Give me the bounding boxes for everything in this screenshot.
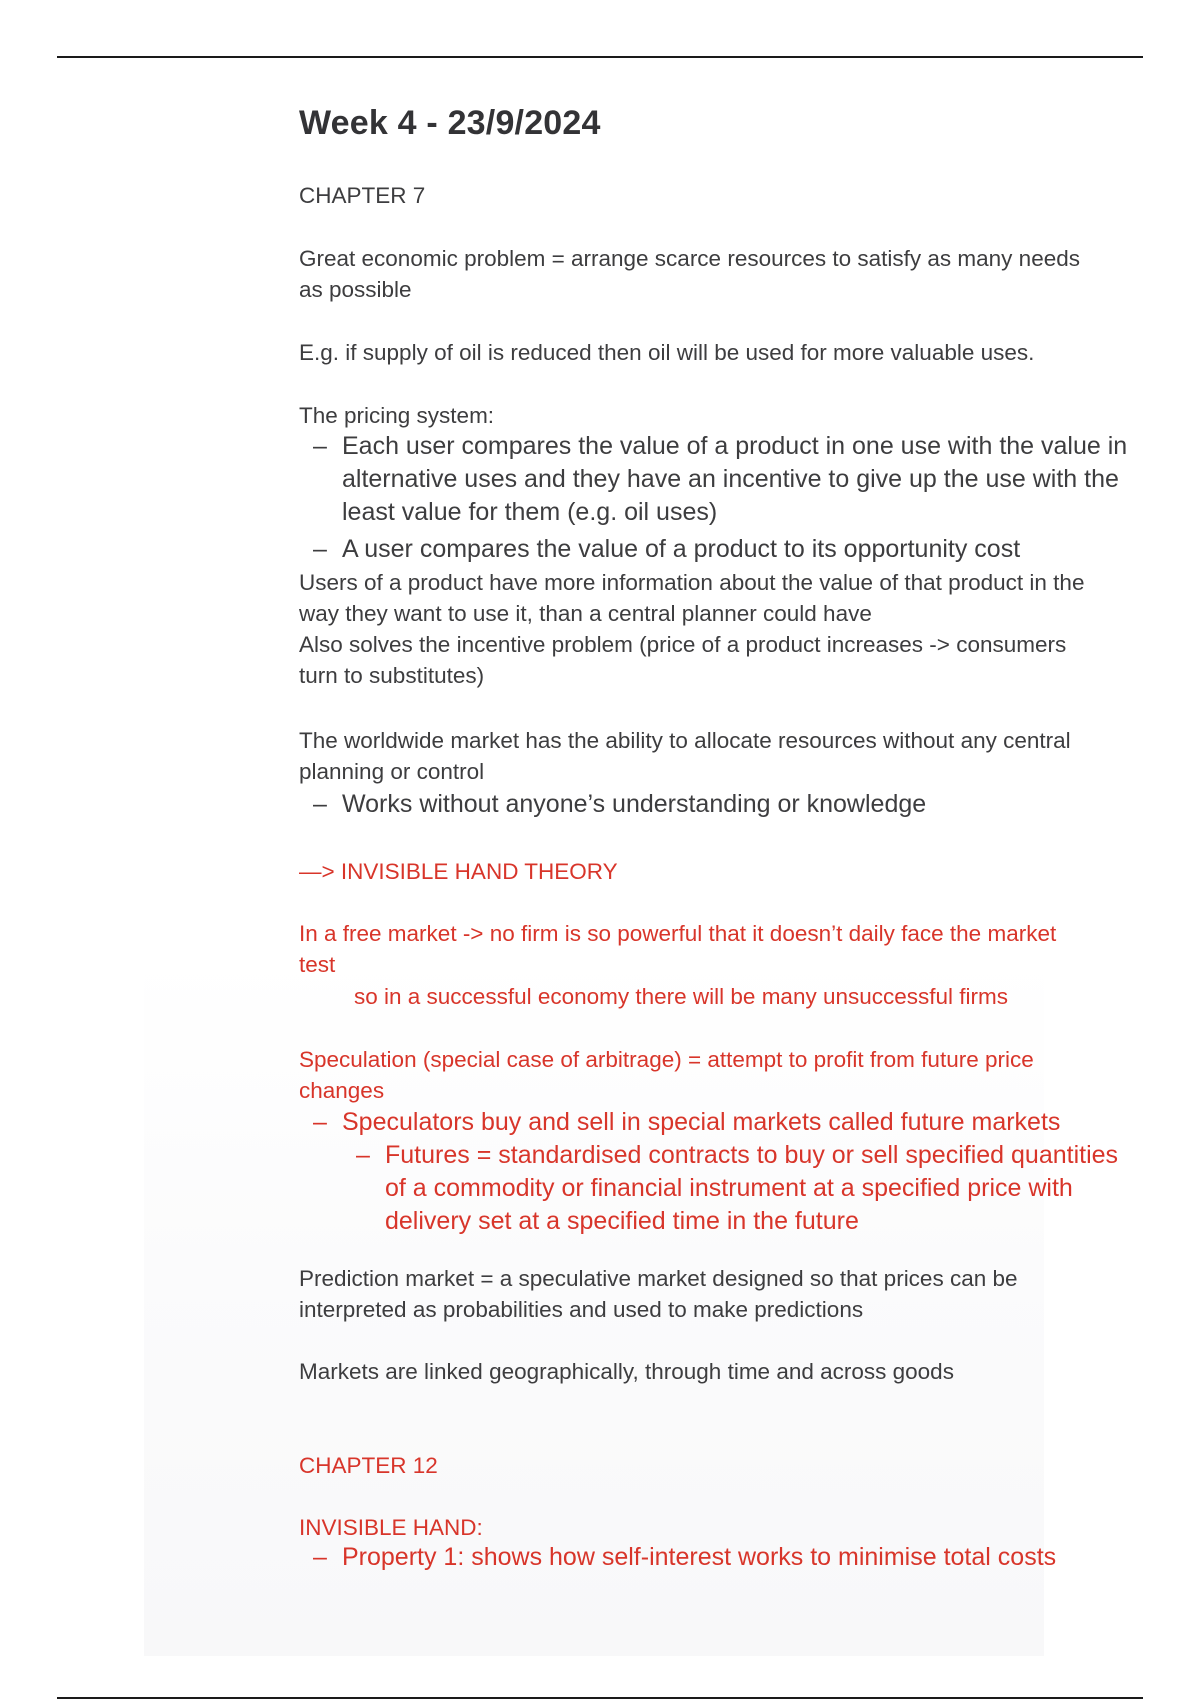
text-line: delivery set at a specified time in the future: [385, 1207, 859, 1235]
text-line: A user compares the value of a product to its opportunity cost: [342, 535, 1021, 563]
text-line: In a free market -> no firm is so powerful that it doesn’t daily face the market: [299, 921, 1057, 946]
dash-bullet: –: [356, 1141, 370, 1169]
text-line: test: [299, 952, 336, 977]
text-line: as possible: [299, 277, 412, 302]
text-line: of a commodity or financial instrument at a specified price with: [385, 1174, 1073, 1202]
free-market-paragraph: [299, 918, 1199, 980]
text-line: Property 1: shows how self-interest works to minimise total costs: [342, 1543, 1057, 1571]
markets-linked-line: Markets are linked geographically, through time and across goods: [299, 1359, 954, 1384]
pricing-system-heading: The pricing system:: [299, 403, 495, 428]
information-paragraph: [299, 567, 1199, 629]
text-line: way they want to use it, than a central planner could have: [299, 601, 872, 626]
text-line: Prediction market = a speculative market designed so that prices can be: [299, 1266, 1018, 1291]
invisible-hand-theory-heading: —> INVISIBLE HAND THEORY: [299, 859, 618, 884]
text-line: changes: [299, 1078, 385, 1103]
bottom-divider: [57, 1697, 1143, 1699]
page-title: Week 4 - 23/9/2024: [299, 104, 601, 142]
text-line: Speculation (special case of arbitrage) = attempt to profit from future price: [299, 1047, 1034, 1072]
economic-problem-paragraph: [299, 243, 1199, 305]
text-line: Great economic problem = arrange scarce resources to satisfy as many needs: [299, 246, 1080, 271]
text-line: alternative uses and they have an incentive to give up the use with the: [342, 465, 1119, 493]
dash-bullet: –: [313, 1543, 327, 1571]
chapter-12-heading: CHAPTER 12: [299, 1453, 438, 1478]
dash-bullet: –: [313, 432, 327, 460]
dash-bullet: –: [313, 535, 327, 563]
dash-bullet: –: [313, 1108, 327, 1136]
worldwide-market-paragraph: [299, 725, 1199, 787]
dash-bullet: –: [313, 790, 327, 818]
text-line: The worldwide market has the ability to allocate resources without any central: [299, 728, 1071, 753]
text-line: Users of a product have more information about the value of that product in the: [299, 570, 1085, 595]
text-line: Speculators buy and sell in special markets called future markets: [342, 1108, 1061, 1136]
top-divider: [57, 56, 1143, 58]
text-line: interpreted as probabilities and used to make predictions: [299, 1297, 864, 1322]
text-line: least value for them (e.g. oil uses): [342, 498, 718, 526]
incentive-paragraph: [299, 629, 1199, 691]
text-line: planning or control: [299, 759, 485, 784]
invisible-hand-heading: INVISIBLE HAND:: [299, 1515, 483, 1540]
prediction-market-paragraph: [299, 1263, 1199, 1325]
text-line: Also solves the incentive problem (price of a product increases -> consumers: [299, 632, 1067, 657]
text-line: Works without anyone’s understanding or knowledge: [342, 790, 927, 818]
speculation-paragraph: [299, 1044, 1199, 1106]
note-page: [144, 96, 1128, 1656]
chapter-7-heading: CHAPTER 7: [299, 183, 426, 208]
text-line: turn to substitutes): [299, 663, 485, 688]
text-line: Futures = standardised contracts to buy or sell specified quantities: [385, 1141, 1119, 1169]
oil-example: E.g. if supply of oil is reduced then oil will be used for more valuable uses.: [299, 340, 1035, 365]
text-line: Each user compares the value of a product in one use with the value in: [342, 432, 1128, 460]
free-market-indent: so in a successful economy there will be many unsuccessful firms: [354, 984, 1009, 1009]
